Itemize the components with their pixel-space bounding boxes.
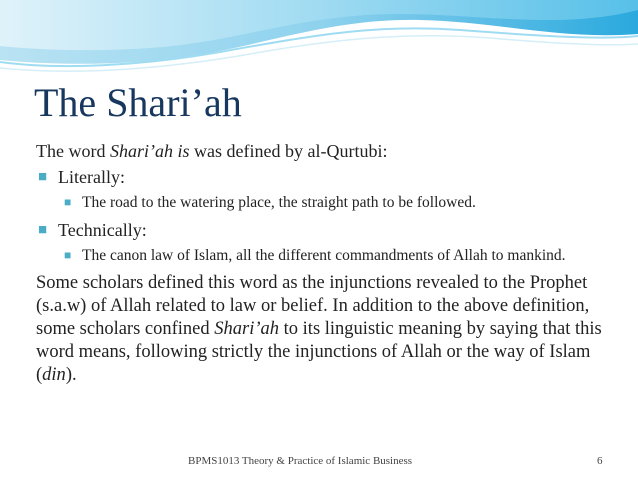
bullet-literally <box>36 166 626 188</box>
bullet-square-icon: ■ <box>38 169 48 185</box>
bullet-square-icon: ■ <box>38 222 48 238</box>
intro-term: Shari’ah is <box>109 141 190 161</box>
paragraph-text-1: Some scholars defined this word as the injunctions revealed to the Prophet (s.a.w) of Allah related to law or belief. In addition to the above definition, some scholars confined <box>36 273 590 339</box>
intro-text-start: The word <box>36 141 110 161</box>
intro-line <box>36 140 626 162</box>
paragraph-text-2: to its linguistic meaning by saying that this word means, following strictly the injunctions of Allah or the way of Islam ( <box>36 319 602 385</box>
sub-bullet-technical-meaning <box>64 245 626 266</box>
bullet-square-icon: ■ <box>64 248 72 262</box>
sub-bullet-text: The canon law of Islam, all the different commandments of Allah to mankind. <box>82 247 566 264</box>
intro-text-end: was defined by al-Qurtubi: <box>189 141 388 161</box>
bullet-label: Technically: <box>58 220 147 240</box>
paragraph-term: Shari’ah <box>214 319 280 339</box>
slide-title: The Shari’ah <box>34 80 242 125</box>
header-wave-decoration <box>0 0 638 80</box>
bullet-technically <box>36 219 626 241</box>
footer-course-title: BPMS1013 Theory & Practice of Islamic Business <box>188 455 413 467</box>
sub-bullet-text: The road to the watering place, the straight path to be followed. <box>82 194 476 211</box>
paragraph-term-din: din <box>42 365 66 385</box>
sub-bullet-literal-meaning <box>64 192 626 213</box>
body-paragraph <box>36 272 626 387</box>
bullet-square-icon: ■ <box>64 195 72 209</box>
page-number: 6 <box>597 455 603 467</box>
paragraph-text-3: ). <box>65 365 77 385</box>
slide-footer <box>0 452 638 472</box>
slide-content <box>36 140 626 387</box>
bullet-label: Literally: <box>58 167 125 187</box>
